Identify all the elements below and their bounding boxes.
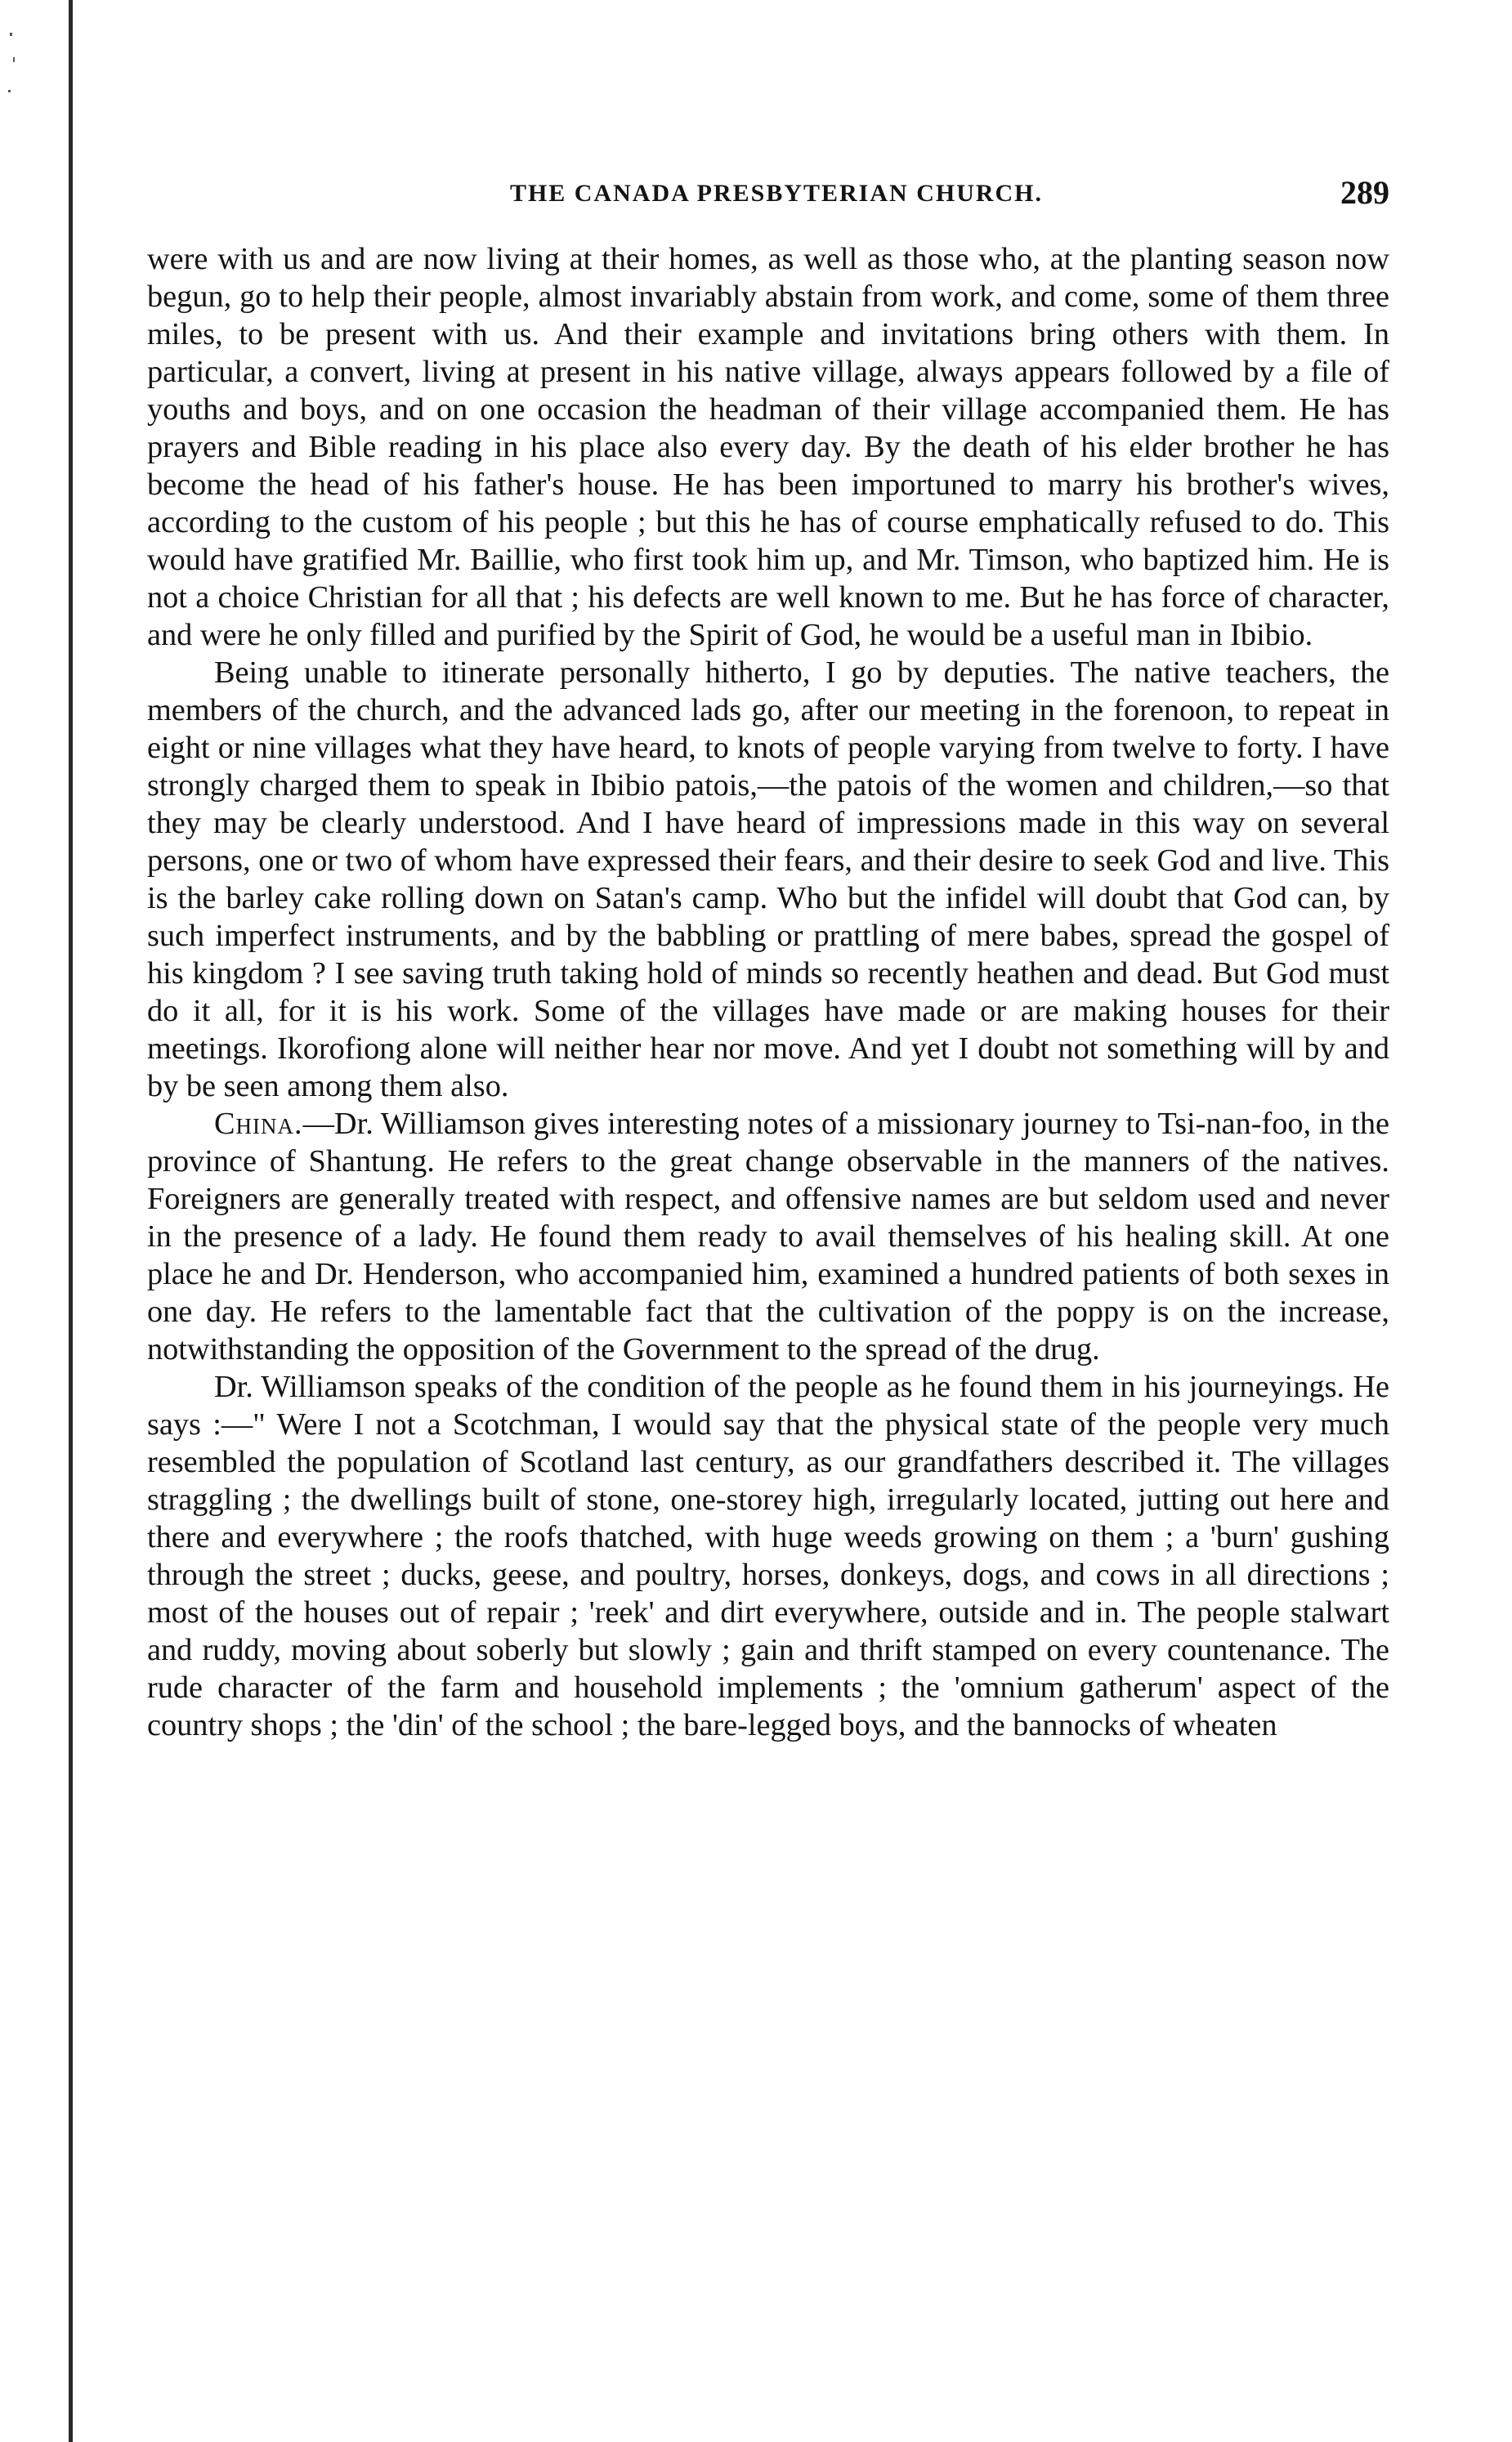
paragraph-2	[147, 654, 1389, 1105]
running-header	[147, 155, 1389, 211]
paragraph-3	[147, 1105, 1389, 1368]
binding-edge-rule	[69, 0, 73, 2442]
paragraph-2-text: Being unable to itinerate personally hitherto, I go by deputies. The native teachers, the members of the church, and the advanced lads go, after our meeting in the forenoon, to repeat in eight or nine villages what they have heard, to knots of people varying from twelve to forty. I have strongly charged them to speak in Ibibio patois,—the patois of the women and children,—so that they may be clearly understood. And I have heard of impressions made in this way on several persons, one or two of whom have expressed their fears, and their desire to seek God and live. This is the barley cake rolling down on Satan's camp. Who but the infidel will doubt that God can, by such imperfect instruments, and by the babbling or prattling of mere babes, spread the gospel of his kingdom ? I see saving truth taking hold of minds so recently heathen and dead. But God must do it all, for it is his work. Some of the villages have made or are making houses for their meetings. Ikorofiong alone will neither hear nor move. And yet I doubt not something will by and by be seen among them also.	[147, 655, 1389, 1103]
paragraph-1	[147, 240, 1389, 654]
section-lead-china: China.	[214, 1107, 303, 1141]
document-page	[147, 155, 1389, 1744]
paragraph-3-text: —Dr. Williamson gives interesting notes of a missionary journey to Tsi-nan-foo, in the province of Shantung. He refers to the great change observable in the manners of the natives. Foreigners are generally treated with respect, and offensive names are but seldom used and never in the presence of a lady. He found them ready to avail themselves of his healing skill. At one place he and Dr. Henderson, who accompanied him, examined a hundred patients of both sexes in one day. He refers to the lamentable fact that the cultivation of the poppy is on the increase, notwithstanding the opposition of the Government to the spread of the drug.	[147, 1107, 1389, 1366]
binding-speck	[10, 33, 12, 36]
paragraph-4	[147, 1368, 1389, 1744]
binding-speck	[13, 57, 15, 62]
binding-speck	[8, 90, 11, 92]
paragraph-4-text: Dr. Williamson speaks of the condition of the people as he found them in his journeyings. He says :—" Were I not a Scotchman, I would say that the physical state of the people very much resembled the population of Scotland last century, as our grandfathers described it. The villages straggling ; the dwellings built of stone, one-storey high, irregularly located, jutting out here and there and everywhere ; the roofs thatched, with huge weeds growing on them ; a 'burn' gushing through the street ; ducks, geese, and poultry, horses, donkeys, dogs, and cows in all directions ; most of the houses out of repair ; 'reek' and dirt everywhere, outside and in. The people stalwart and ruddy, moving about soberly but slowly ; gain and thrift stamped on every countenance. The rude character of the farm and household implements ; the 'omnium gatherum' aspect of the country shops ; the 'din' of the school ; the bare-legged boys, and the bannocks of wheaten	[147, 1370, 1389, 1742]
paragraph-1-text: were with us and are now living at their homes, as well as those who, at the planting season now begun, go to help their people, almost invariably abstain from work, and come, some of them three miles, to be present with us. And their example and invitations bring others with them. In particular, a convert, living at present in his native village, always appears followed by a file of youths and boys, and on one occasion the headman of their village accompanied them. He has prayers and Bible reading in his place also every day. By the death of his elder brother he has become the head of his father's house. He has been importuned to marry his brother's wives, according to the custom of his people ; but this he has of course emphatically refused to do. This would have gratified Mr. Baillie, who first took him up, and Mr. Timson, who baptized him. He is not a choice Christian for all that ; his defects are well known to me. But he has force of character, and were he only filled and purified by the Spirit of God, he would be a useful man in Ibibio.	[147, 242, 1389, 652]
page-number: 289	[1340, 174, 1389, 211]
body-text	[147, 240, 1389, 1744]
running-title: THE CANADA PRESBYTERIAN CHURCH.	[509, 180, 1044, 207]
